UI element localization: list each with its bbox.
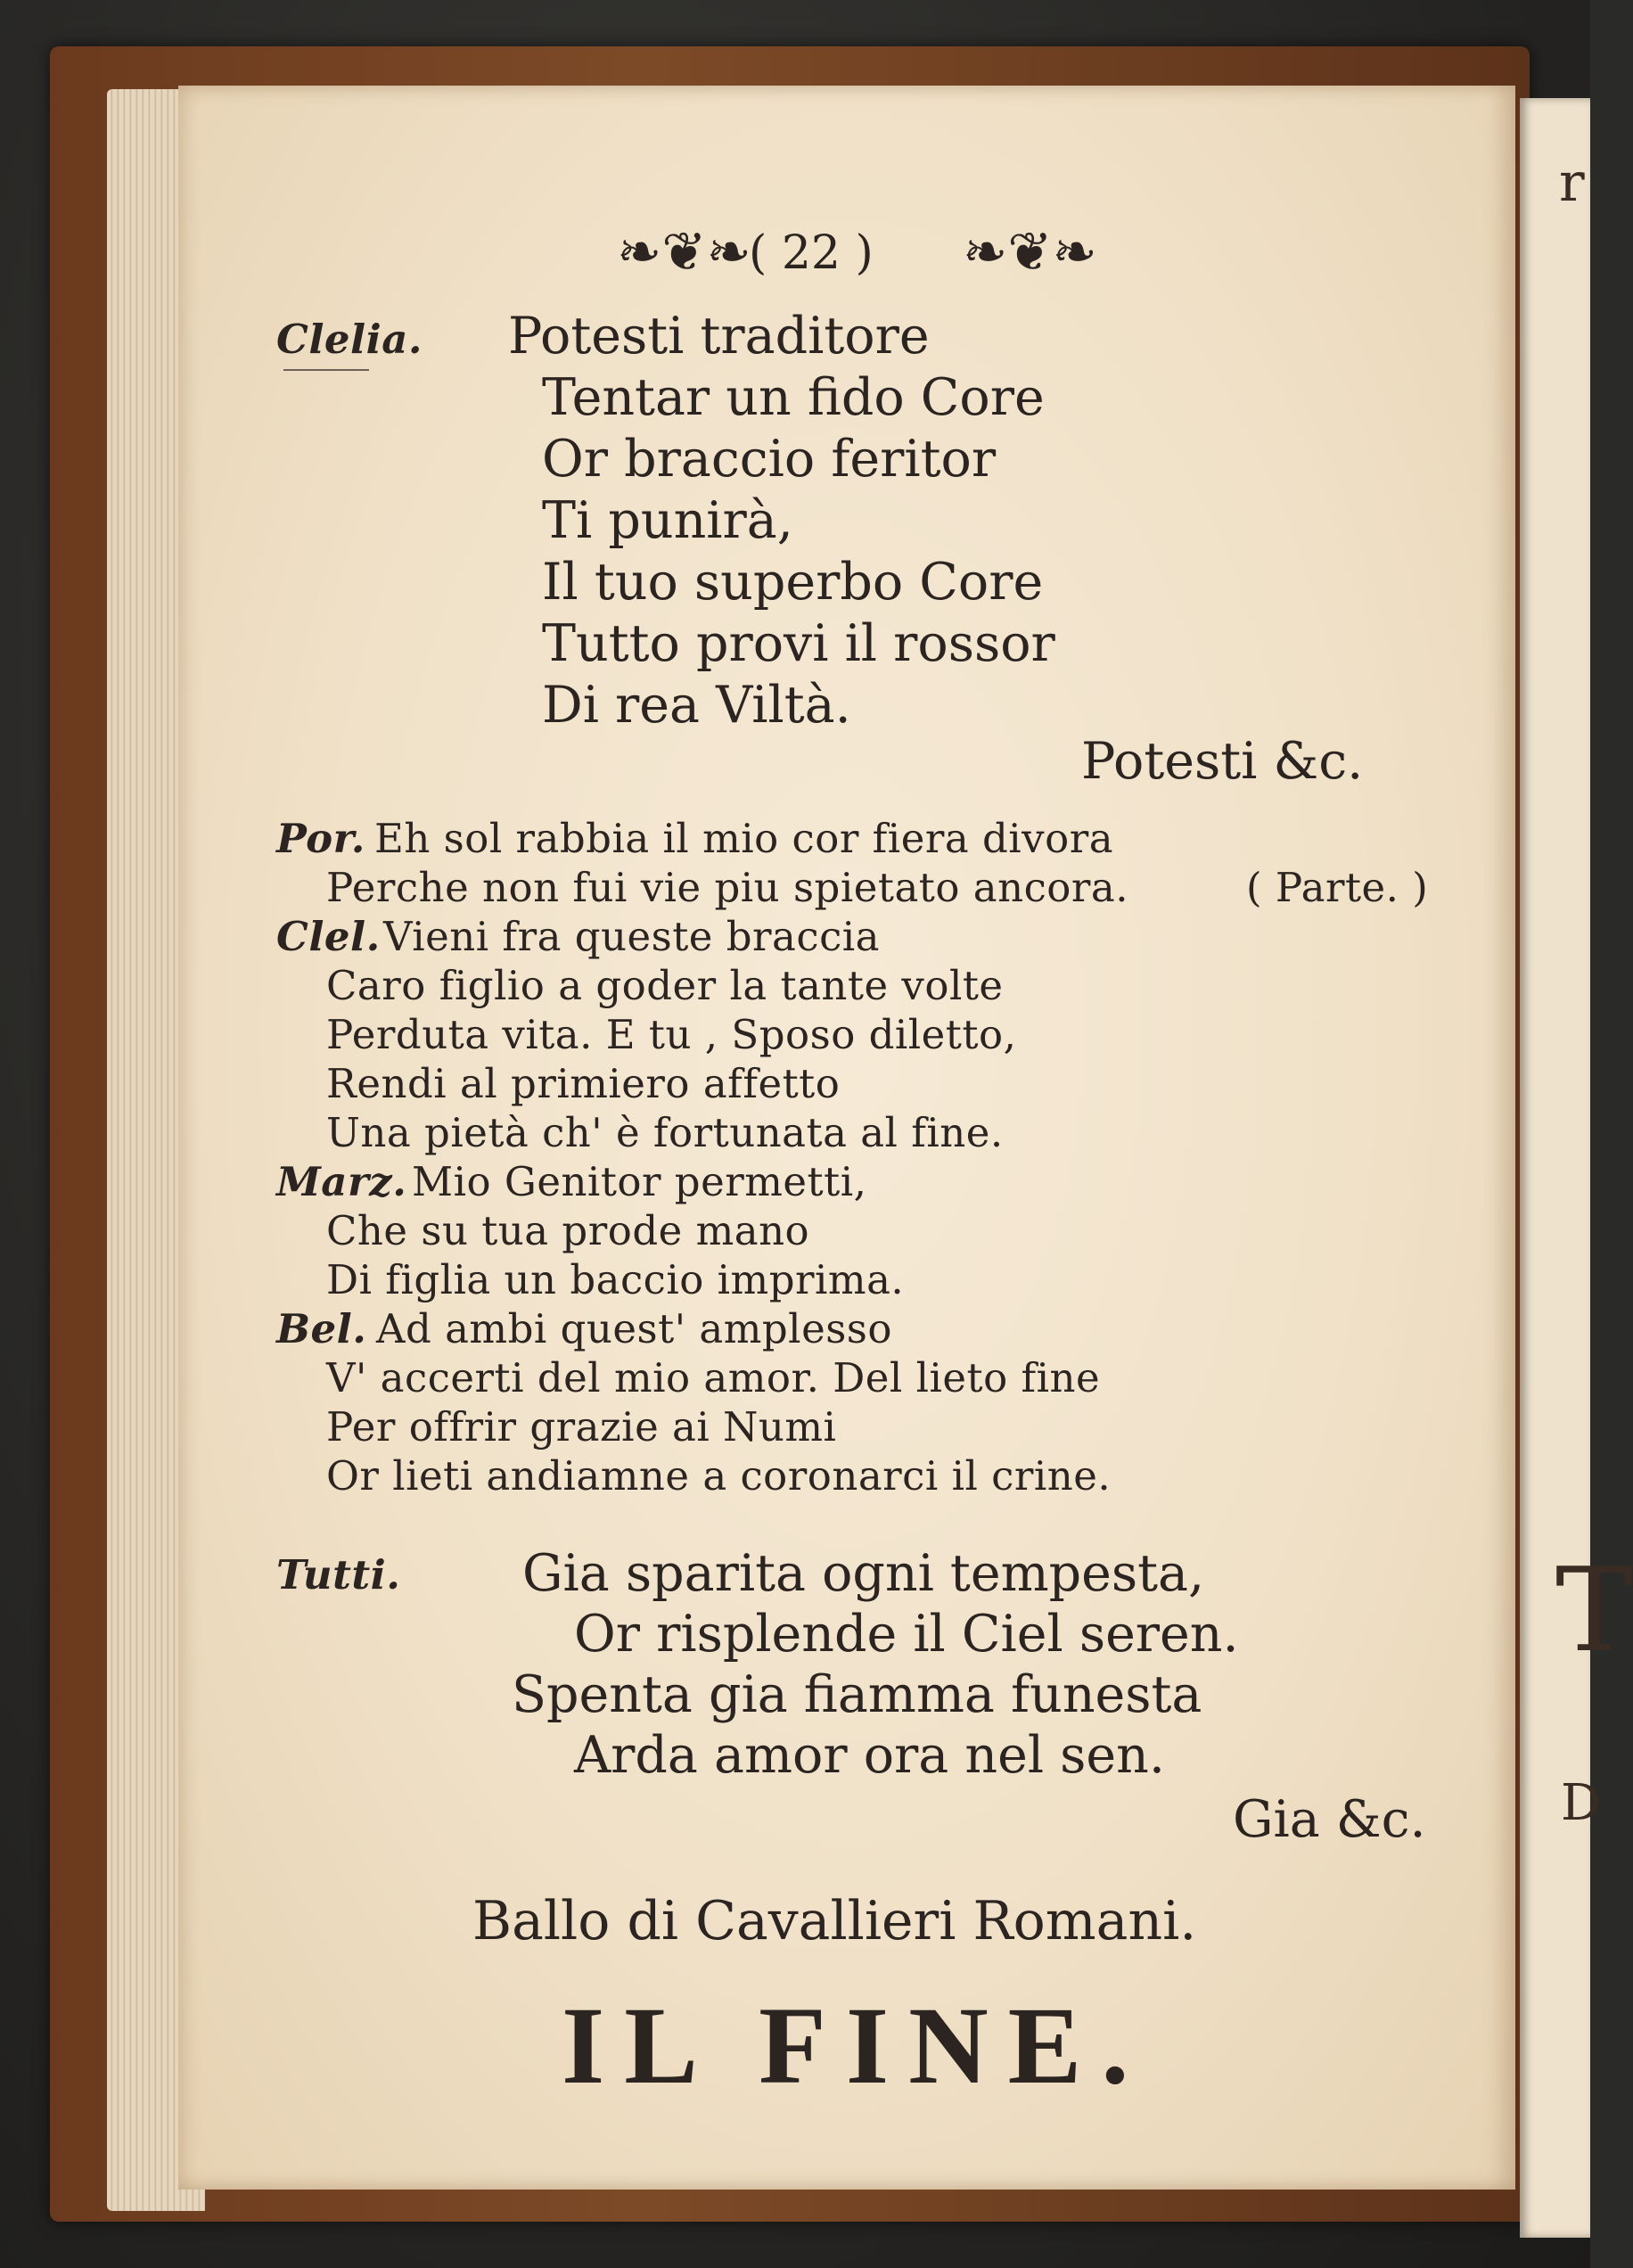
dialogue-line: Ad ambi quest' amplesso	[376, 1305, 892, 1352]
verse-line: Or risplende il Ciel seren.	[574, 1605, 1239, 1664]
ballo-line: Ballo di Cavallieri Romani.	[472, 1890, 1197, 1952]
dialogue-line: V' accerti del mio amor. Del lieto fine	[326, 1354, 1101, 1401]
dialogue-line: Caro figlio a goder la tante volte	[326, 962, 1004, 1009]
dialogue-line: Per offrir grazie ai Numi	[326, 1403, 837, 1450]
repeat-marker: Potesti &c.	[1081, 732, 1364, 791]
dialogue-line: Di figlia un baccio imprima.	[326, 1256, 905, 1303]
dialogue-line: Or lieti andiamne a coronarci il crine.	[326, 1452, 1112, 1500]
speaker-label: Tutti.	[276, 1551, 401, 1598]
speaker-underline	[283, 369, 369, 371]
page-number: ( 22 )	[749, 226, 874, 280]
dialogue-line: Una pietà ch' è fortunata al fine.	[326, 1109, 1004, 1156]
verse-line: Ti punirà,	[542, 491, 793, 550]
speaker-label: Marz.	[276, 1158, 407, 1205]
dialogue-line: Rendi al primiero affetto	[326, 1060, 841, 1107]
verse-line: Arda amor ora nel sen.	[574, 1726, 1165, 1785]
header-ornament-left: ❧❦❧	[617, 221, 751, 284]
dialogue-line: Vieni fra queste braccia	[383, 913, 881, 960]
verse-line: Di rea Viltà.	[542, 676, 851, 735]
verse-line: Il tuo superbo Core	[542, 553, 1044, 612]
verse-line: Or braccio feritor	[542, 430, 997, 489]
book-page	[178, 86, 1515, 2190]
dialogue-line: Perduta vita. E tu , Sposo diletto,	[326, 1011, 1017, 1058]
dialogue-line: Mio Genitor permetti,	[412, 1158, 867, 1205]
speaker-label: Clel.	[276, 913, 381, 960]
repeat-marker: Gia &c.	[1233, 1790, 1426, 1849]
speaker-label: Bel.	[276, 1305, 367, 1352]
verse-line: Potesti traditore	[508, 307, 930, 366]
facing-page: r T D	[1520, 98, 1590, 2238]
verse-line: Tentar un fido Core	[542, 368, 1045, 427]
dialogue-line: Perche non fui vie piu spietato ancora.	[326, 864, 1129, 911]
dialogue-line: Eh sol rabbia il mio cor fiera divora	[374, 815, 1114, 862]
stage-direction: ( Parte. )	[1246, 864, 1429, 911]
header-ornament-right: ❧❦❧	[963, 221, 1097, 284]
speaker-label: Clelia.	[276, 316, 423, 363]
dialogue-line: Che su tua prode mano	[326, 1207, 810, 1254]
fine-title: IL FINE.	[562, 1984, 1149, 2107]
verse-line: Gia sparita ogni tempesta,	[522, 1544, 1205, 1603]
verse-line: Tutto provi il rossor	[542, 614, 1055, 673]
speaker-label: Por.	[276, 815, 365, 862]
verse-line: Spenta gia fiamma funesta	[512, 1665, 1202, 1724]
